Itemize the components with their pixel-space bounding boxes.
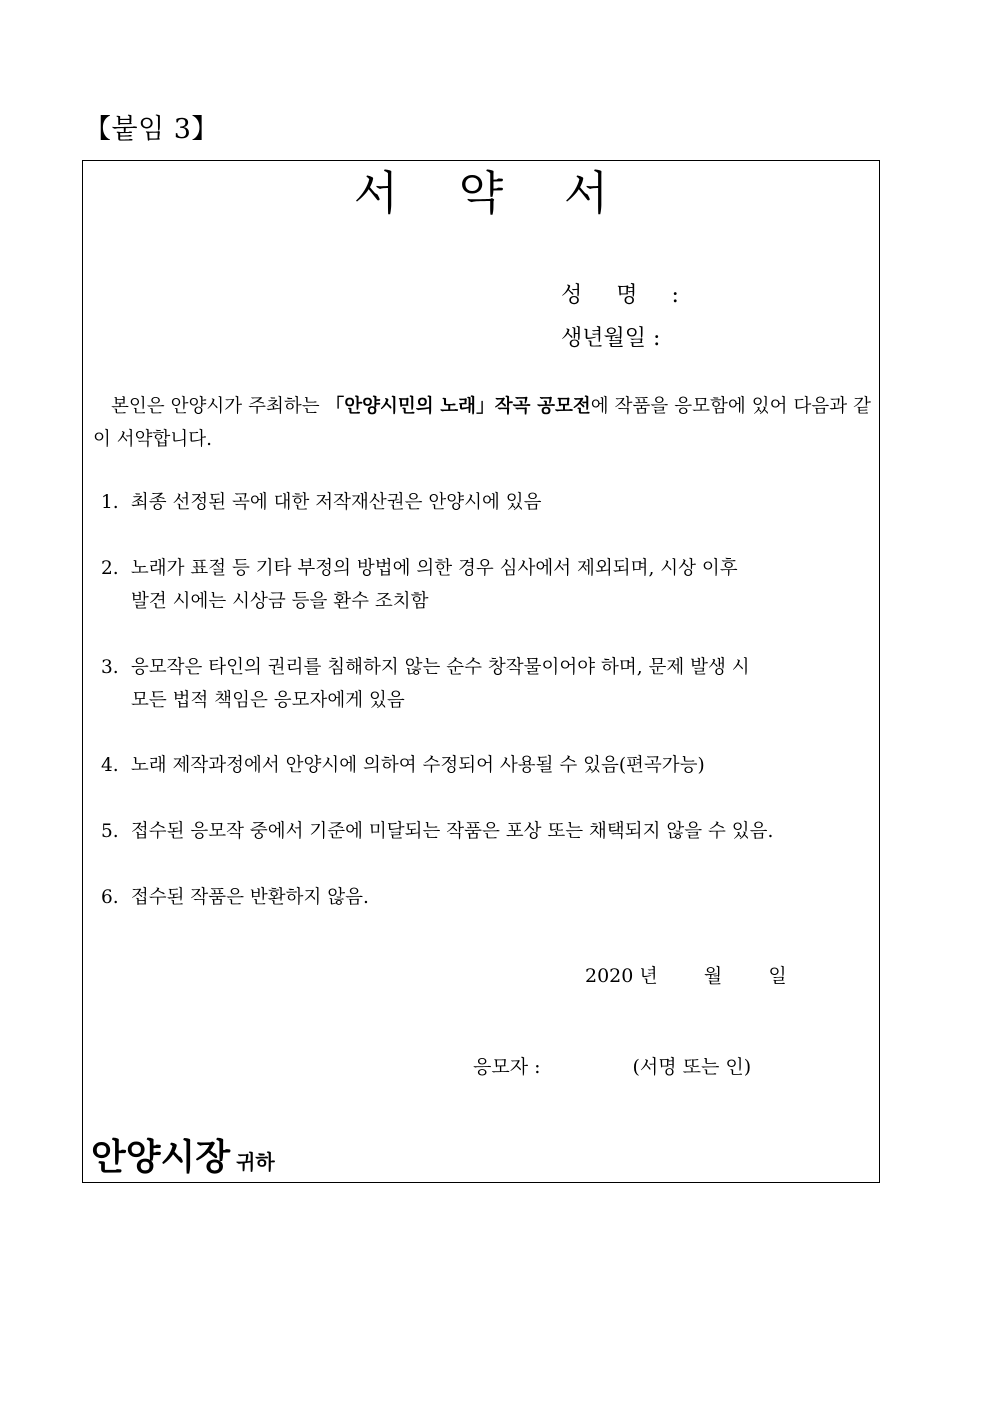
clause-text: 노래 제작과정에서 안양시에 의하여 수정되어 사용될 수 있음(편곡가능) bbox=[130, 755, 705, 776]
clause-number: 3. bbox=[101, 657, 119, 678]
date-day-unit: 일 bbox=[768, 965, 787, 987]
date-year-unit: 년 bbox=[639, 965, 658, 987]
intro-paragraph bbox=[93, 390, 871, 456]
addressee-suffix: 귀하 bbox=[236, 1150, 275, 1174]
clause-3 bbox=[101, 651, 871, 717]
clause-number: 6. bbox=[101, 887, 119, 908]
clause-text-continued: 모든 법적 책임은 응모자에게 있음 bbox=[131, 690, 405, 711]
clause-number: 5. bbox=[101, 821, 119, 842]
birthdate-field bbox=[561, 324, 660, 354]
clause-text: 응모작은 타인의 권리를 침해하지 않는 순수 창작물이어야 하며, 문제 발생 시 bbox=[130, 657, 750, 678]
date-year: 2020 bbox=[585, 965, 634, 987]
clause-text: 최종 선정된 곡에 대한 저작재산권은 안양시에 있음 bbox=[130, 492, 542, 513]
document-title: 서 약 서 bbox=[353, 166, 609, 220]
clause-text-continued: 발견 시에는 시상금 등을 환수 조치함 bbox=[131, 591, 429, 612]
birthdate-label: 생년월일 bbox=[561, 326, 647, 351]
name-label: 성명 bbox=[561, 283, 672, 308]
clause-text: 접수된 작품은 반환하지 않음. bbox=[130, 887, 369, 908]
applicant-signature-line bbox=[473, 1052, 751, 1082]
clause-number: 4. bbox=[101, 755, 119, 776]
clause-text: 접수된 응모작 중에서 기준에 미달되는 작품은 포상 또는 채택되지 않을 수 있음. bbox=[130, 821, 774, 842]
clause-5 bbox=[101, 815, 871, 848]
birthdate-colon: : bbox=[653, 326, 661, 351]
clause-text: 노래가 표절 등 기타 부정의 방법에 의한 경우 심사에서 제외되며, 시상 이후 bbox=[130, 558, 738, 579]
name-field bbox=[561, 281, 679, 311]
clause-1 bbox=[101, 486, 871, 519]
clause-2 bbox=[101, 552, 871, 618]
intro-text-before: 본인은 안양시가 주최하는 bbox=[111, 396, 326, 417]
date-month-unit: 월 bbox=[703, 965, 723, 987]
pledge-form bbox=[82, 160, 880, 1183]
name-colon: : bbox=[671, 283, 679, 308]
attachment-label: 【붙임 3】 bbox=[84, 114, 219, 145]
addressee-name: 안양시장 bbox=[91, 1136, 231, 1178]
applicant-label: 응모자 : bbox=[473, 1056, 541, 1078]
date-line bbox=[585, 961, 787, 991]
clause-6 bbox=[101, 881, 871, 914]
clause-number: 1. bbox=[101, 492, 119, 513]
clause-4 bbox=[101, 749, 871, 782]
clause-number: 2. bbox=[101, 558, 119, 579]
addressee bbox=[91, 1133, 275, 1186]
contest-name: 「안양시민의 노래」작곡 공모전 bbox=[325, 396, 591, 417]
signature-note: (서명 또는 인) bbox=[632, 1056, 752, 1078]
intro-text-after: 에 작품을 응모함에 있어 다음과 같이 서약합니다. bbox=[93, 396, 871, 450]
